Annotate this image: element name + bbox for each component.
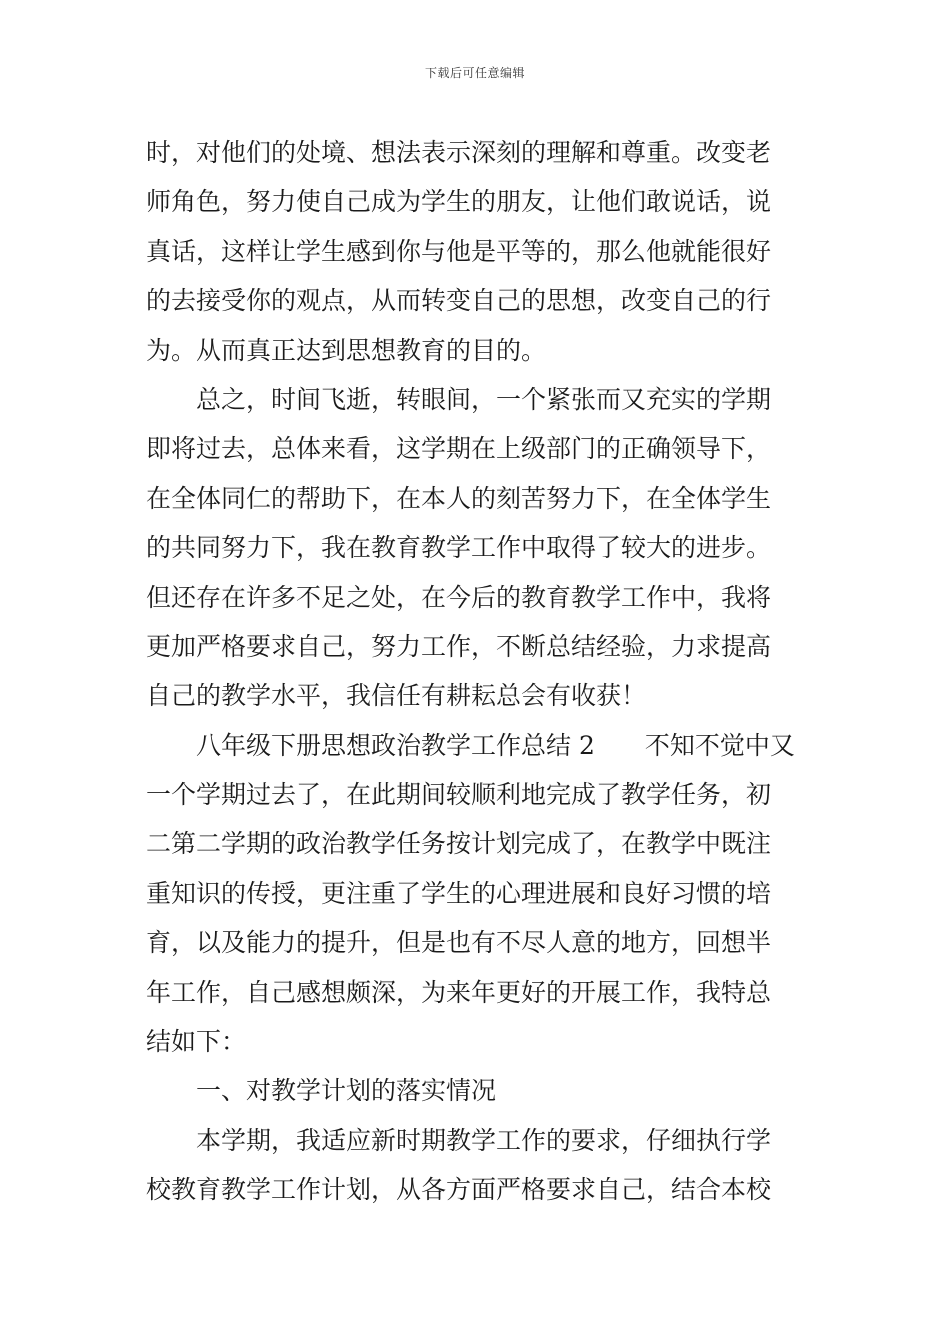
text-line: 真话，这样让学生感到你与他是平等的，那么他就能很好 xyxy=(146,236,772,266)
text-line: 师角色，努力使自己成为学生的朋友，让他们敢说话，说 xyxy=(146,187,772,217)
text-line: 年工作，自己感想颇深，为来年更好的开展工作，我特总 xyxy=(146,977,772,1007)
text-line: 时，对他们的处境、想法表示深刻的理解和尊重。改变老 xyxy=(146,138,772,167)
section-heading: 一、对教学计划的落实情况 xyxy=(196,1076,497,1106)
text-line: 重知识的传授，更注重了学生的心理进展和良好习惯的培 xyxy=(146,878,772,908)
section-title: 八年级下册思想政治教学工作总结 2 xyxy=(196,730,595,760)
text-line: 自己的教学水平，我信任有耕耘总会有收获！ xyxy=(146,681,647,711)
text-line: 二第二学期的政治教学任务按计划完成了，在教学中既注 xyxy=(146,829,772,859)
text-line: 校教育教学工作计划，从各方面严格要求自己，结合本校 xyxy=(146,1175,772,1205)
paragraph-first-line: 本学期，我适应新时期教学工作的要求，仔细执行学 xyxy=(196,1125,772,1155)
section-title-tail: 不知不觉中又 xyxy=(644,730,795,760)
text-line: 在全体同仁的帮助下，在本人的刻苦努力下，在全体学生 xyxy=(146,483,772,513)
text-line: 的去接受你的观点，从而转变自己的思想，改变自己的行 xyxy=(146,286,772,316)
paragraph-first-line: 总之，时间飞逝，转眼间，一个紧张而又充实的学期 xyxy=(196,384,772,414)
document-body xyxy=(146,128,810,1215)
text-line: 的共同努力下，我在教育教学工作中取得了较大的进步。 xyxy=(146,533,772,563)
text-line: 结如下： xyxy=(146,1027,247,1057)
text-line: 为。从而真正达到思想教育的目的。 xyxy=(146,335,547,365)
text-line: 一个学期过去了，在此期间较顺利地完成了教学任务，初 xyxy=(146,780,772,810)
section-title-line xyxy=(146,721,810,770)
text-line: 育，以及能力的提升，但是也有不尽人意的地方，回想半 xyxy=(146,928,772,958)
text-line: 但还存在许多不足之处，在今后的教育教学工作中，我将 xyxy=(146,582,772,612)
page-header: 下载后可任意编辑 xyxy=(424,66,525,80)
text-line: 即将过去，总体来看，这学期在上级部门的正确领导下， xyxy=(146,434,772,464)
text-line: 更加严格要求自己，努力工作，不断总结经验，力求提高 xyxy=(146,631,772,661)
